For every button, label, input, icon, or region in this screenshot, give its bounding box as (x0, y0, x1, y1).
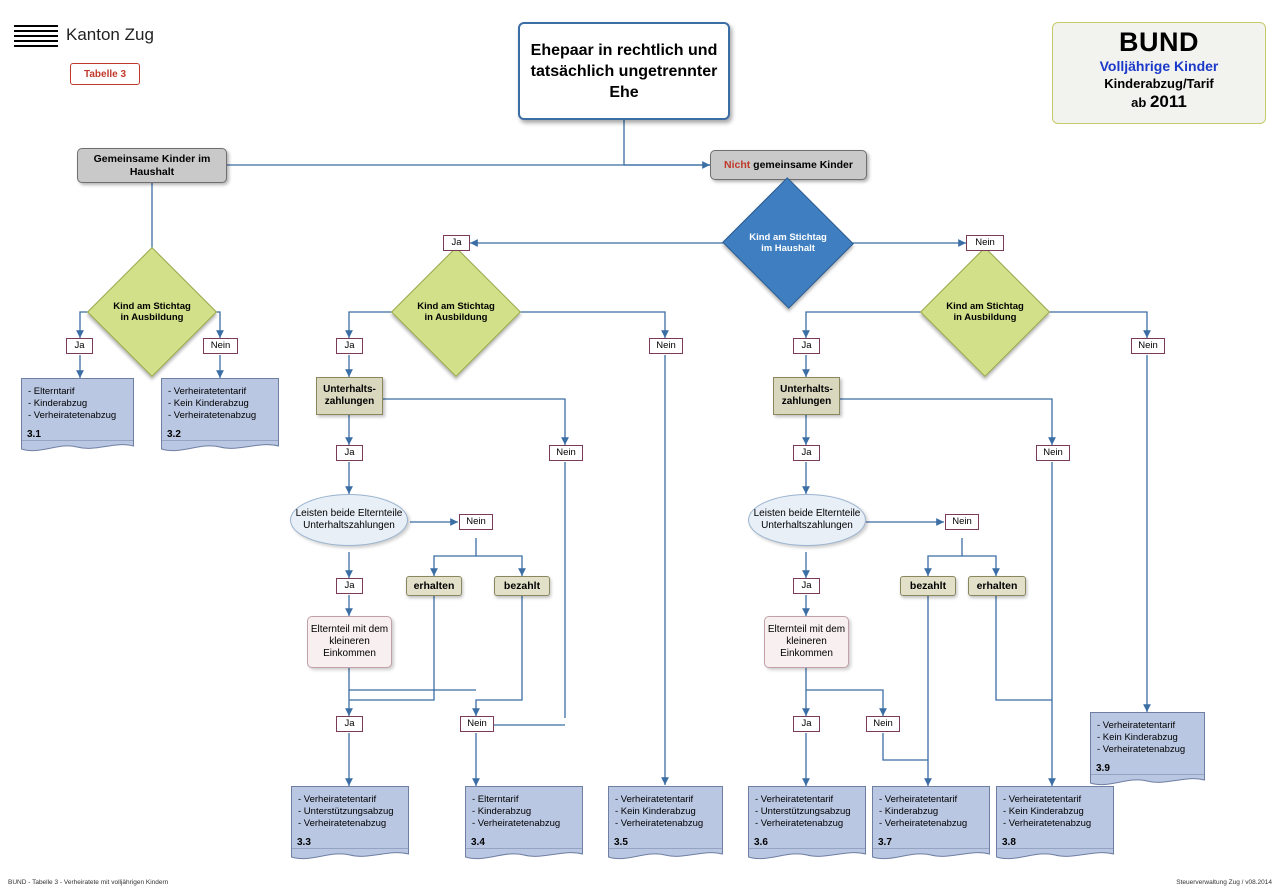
edge-label-ja: Ja (793, 445, 820, 461)
result-line: - Verheiratetenabzug (755, 818, 844, 829)
bund-year-prefix: ab (1131, 95, 1150, 110)
bund-category: Kinderabzug/Tarif (1104, 76, 1214, 91)
decision-kind-ausbildung-right (939, 266, 1031, 358)
result-id: 3.7 (878, 837, 892, 848)
result-id: 3.6 (754, 837, 768, 848)
decision-kind-ausbildung-left (106, 266, 198, 358)
result-line: - Verheiratetentarif (1097, 720, 1176, 731)
result-line: - Kein Kinderabzug (168, 398, 249, 409)
node-bezahlt-right: bezahlt (900, 576, 956, 596)
result-line: - Verheiratetentarif (755, 794, 834, 805)
edge-label-ja: Ja (336, 445, 363, 461)
node-leisten-beide-right: Leisten beide Elternteile Unterhaltszahlungen (748, 494, 866, 546)
result-line: - Verheiratetentarif (168, 386, 247, 397)
doc-wave (161, 440, 279, 453)
result-line: - Verheiratetenabzug (1003, 818, 1092, 829)
result-id: 3.5 (614, 837, 628, 848)
result-line: - Verheiratetentarif (298, 794, 377, 805)
result-id: 3.2 (167, 429, 181, 440)
result-3.2 (161, 378, 279, 453)
node-nicht-gemeinsame-kinder (710, 150, 867, 180)
decision-label: Kind am Stichtag in Ausbildung (113, 301, 191, 323)
result-id: 3.1 (27, 429, 41, 440)
edge-label-ja: Ja (793, 716, 820, 732)
edge-label-nein: Nein (649, 338, 683, 354)
org-title: Kanton Zug (66, 25, 154, 44)
table-badge: Tabelle 3 (70, 63, 140, 85)
nicht-emphasis: Nicht (724, 158, 751, 171)
doc-wave (608, 848, 723, 861)
result-3.9 (1090, 712, 1205, 787)
result-line: - Verheiratetentarif (879, 794, 958, 805)
result-line: - Kinderabzug (879, 806, 939, 817)
result-line: - Kinderabzug (28, 398, 88, 409)
result-id: 3.4 (471, 837, 485, 848)
result-line: - Elterntarif (472, 794, 519, 805)
node-erhalten-middle: erhalten (406, 576, 462, 596)
result-3.6 (748, 786, 866, 861)
decision-label: Kind am Stichtag in Ausbildung (946, 301, 1024, 323)
bund-subtitle: Volljährige Kinder (1099, 58, 1219, 74)
result-line: - Verheiratetenabzug (615, 818, 704, 829)
node-leisten-beide-middle: Leisten beide Elternteile Unterhaltszahlungen (290, 494, 408, 546)
decision-label: Kind am Stichtag im Haushalt (749, 232, 827, 254)
footer-right: Steuerverwaltung Zug / v08.2014 (1176, 879, 1272, 886)
edge-label-nein: Nein (866, 716, 900, 732)
node-gemeinsame-kinder: Gemeinsame Kinder im Haushalt (77, 148, 227, 183)
edge-label-ja: Ja (336, 716, 363, 732)
edge-label-nein: Nein (203, 338, 238, 354)
doc-wave (21, 440, 134, 453)
doc-wave (872, 848, 990, 861)
result-3.1 (21, 378, 134, 453)
node-unterhaltszahlungen-right: Unterhalts-zahlungen (773, 377, 840, 415)
result-3.8 (996, 786, 1114, 861)
result-line: - Verheiratetenabzug (472, 818, 561, 829)
node-unterhaltszahlungen-middle: Unterhalts-zahlungen (316, 377, 383, 415)
result-line: - Verheiratetentarif (615, 794, 694, 805)
decision-kind-stichtag-haushalt (741, 197, 835, 289)
edge-label-ja: Ja (66, 338, 93, 354)
edge-label-ja: Ja (793, 578, 820, 594)
decision-label: Kind am Stichtag in Ausbildung (417, 301, 495, 323)
node-elternteil-kleiner-right: Elternteil mit dem kleineren Einkommen (764, 616, 849, 668)
edge-label-nein: Nein (966, 235, 1004, 251)
doc-wave (291, 848, 409, 861)
result-line: - Elterntarif (28, 386, 75, 397)
result-id: 3.9 (1096, 763, 1110, 774)
edge-label-nein: Nein (1036, 445, 1070, 461)
node-erhalten-right: erhalten (968, 576, 1026, 596)
result-3.3 (291, 786, 409, 861)
edge-label-nein: Nein (460, 716, 494, 732)
result-id: 3.8 (1002, 837, 1016, 848)
edge-label-ja: Ja (793, 338, 820, 354)
edge-label-ja: Ja (336, 578, 363, 594)
edge-label-nein: Nein (459, 514, 493, 530)
edge-label-nein: Nein (549, 445, 583, 461)
result-line: - Unterstützungsabzug (755, 806, 851, 817)
edge-label-ja: Ja (336, 338, 363, 354)
result-line: - Verheiratetenabzug (168, 410, 257, 421)
doc-wave (465, 848, 583, 861)
edge-label-nein: Nein (1131, 338, 1165, 354)
result-line: - Kinderabzug (472, 806, 532, 817)
bund-title: BUND (1119, 27, 1199, 57)
result-line: - Verheiratetentarif (1003, 794, 1082, 805)
result-line: - Verheiratetenabzug (879, 818, 968, 829)
bund-year (1053, 92, 1265, 113)
kanton-logo-icon (14, 25, 58, 50)
result-3.5 (608, 786, 723, 861)
bund-info-panel (1052, 22, 1266, 124)
result-line: - Kein Kinderabzug (1003, 806, 1084, 817)
result-line: - Verheiratetenabzug (1097, 744, 1186, 755)
nicht-rest: gemeinsame Kinder (750, 158, 853, 171)
footer-left: BUND - Tabelle 3 - Verheiratete mit volljährigen Kindern (8, 879, 169, 886)
node-elternteil-kleiner-middle: Elternteil mit dem kleineren Einkommen (307, 616, 392, 668)
doc-wave (996, 848, 1114, 861)
result-line: - Verheiratetenabzug (298, 818, 387, 829)
result-line: - Unterstützungsabzug (298, 806, 394, 817)
node-bezahlt-middle: bezahlt (494, 576, 550, 596)
start-node: Ehepaar in rechtlich und tatsächlich ungetrennter Ehe (518, 22, 730, 120)
result-line: - Verheiratetenabzug (28, 410, 117, 421)
decision-kind-ausbildung-middle (410, 266, 502, 358)
result-3.4 (465, 786, 583, 861)
result-id: 3.3 (297, 837, 311, 848)
doc-wave (748, 848, 866, 861)
edge-label-ja: Ja (443, 235, 470, 251)
edge-label-nein: Nein (945, 514, 979, 530)
bund-year-value: 2011 (1149, 92, 1187, 111)
result-line: - Kein Kinderabzug (1097, 732, 1178, 743)
result-3.7 (872, 786, 990, 861)
result-line: - Kein Kinderabzug (615, 806, 696, 817)
